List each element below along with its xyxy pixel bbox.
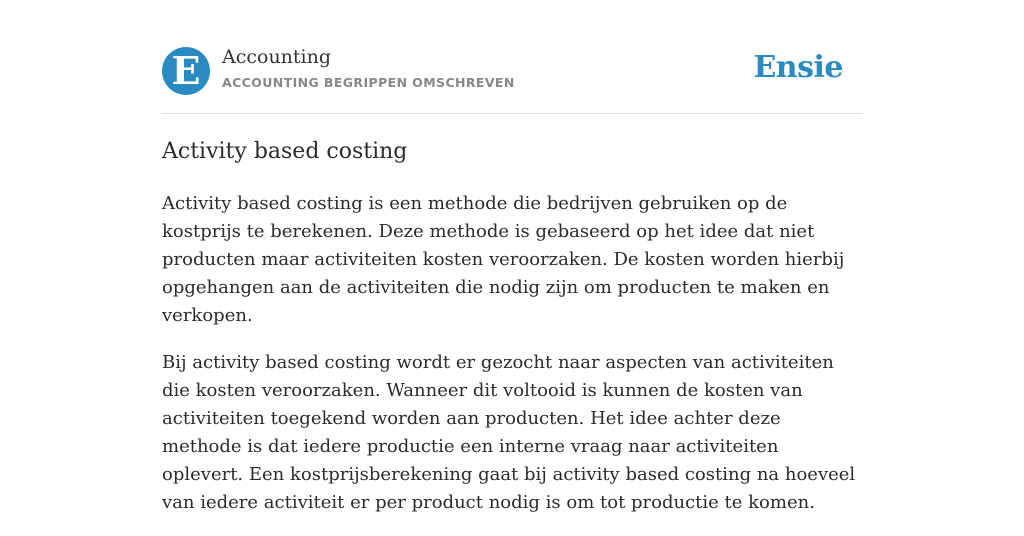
site-title[interactable]: Accounting xyxy=(222,46,332,68)
site-header xyxy=(162,0,862,114)
article-title: Activity based costing xyxy=(162,139,408,164)
site-subtitle: ACCOUNTING BEGRIPPEN OMSCHREVEN xyxy=(222,75,515,90)
article-paragraph: Activity based costing is een methode die bedrijven gebruiken op de kostprijs te berekenen. Deze methode is gebaseerd op het idee dat niet producten maar activiteiten kosten veroorzaken. De kosten worden hierbij opgehangen aan de activiteiten die nodig zijn om producten te maken en verkopen. xyxy=(162,193,845,326)
page-container xyxy=(162,0,862,513)
article-paragraph: Bij activity based costing wordt er gezocht naar aspecten van activiteiten die kosten veroorzaken. Wanneer dit voltooid is kunnen de kosten van activiteiten toegekend worden aan producten. Het idee achter deze methode is dat iedere productie een interne vraag naar activiteiten oplevert. Een kostprijsberekening gaat bij activity based costing na hoeveel van iedere activiteit er per product nodig is om tot productie te komen. xyxy=(162,352,856,513)
brand-logo[interactable]: Ensie xyxy=(753,50,843,85)
ensie-logo-icon[interactable]: E xyxy=(162,47,210,95)
article-body xyxy=(162,190,862,536)
